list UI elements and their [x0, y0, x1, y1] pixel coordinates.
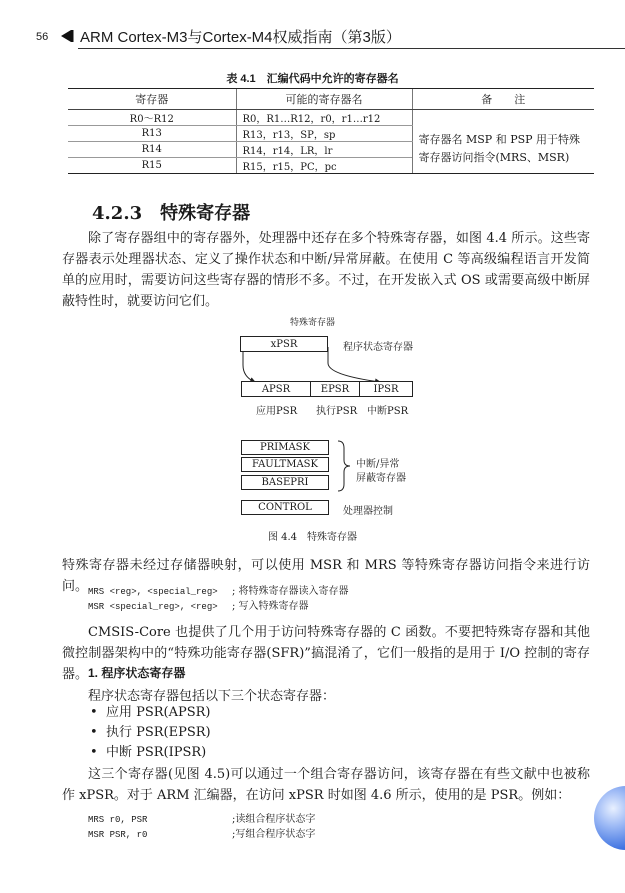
table-note: 寄存器名 MSP 和 PSP 用于特殊寄存器访问指令(MRS、MSR): [412, 126, 594, 174]
page-number: 56: [36, 31, 49, 43]
table-cell: R13，r13，SP，sp: [236, 126, 412, 142]
subsection-heading: 1. 程序状态寄存器: [88, 666, 186, 680]
code-line: MRS r0, PSR: [88, 815, 148, 825]
code-line: MSR PSR, r0: [88, 830, 148, 840]
column-header: 可能的寄存器名: [236, 89, 412, 110]
apsr-label: 应用PSR: [256, 406, 298, 417]
apsr-box: APSR: [241, 381, 311, 397]
epsr-label: 执行PSR: [316, 406, 358, 417]
table-cell: R14，r14，LR，lr: [236, 142, 412, 158]
mask-description-line1: 中断/异常: [356, 459, 400, 470]
triangle-left-icon: [60, 29, 74, 43]
section-heading: 4.2.3 特殊寄存器: [92, 203, 251, 224]
table-row: [68, 126, 594, 142]
list-item: • 执行 PSR(EPSR): [90, 725, 211, 740]
table-header-row: [68, 89, 594, 110]
table-cell: R14: [68, 142, 236, 158]
xpsr-description: 程序状态寄存器: [343, 342, 413, 353]
figure-title: 特殊寄存器: [289, 318, 335, 328]
basepri-box: BASEPRI: [241, 475, 329, 490]
table-cell: R0～R12: [68, 110, 236, 126]
table-cell: R15，r15，PC，pc: [236, 158, 412, 174]
faultmask-box: FAULTMASK: [241, 457, 329, 472]
register-name-table: [68, 88, 594, 174]
code-line: MSR <special_reg>, <reg>: [88, 602, 218, 612]
epsr-box: EPSR: [310, 381, 360, 397]
ipsr-box: IPSR: [359, 381, 413, 397]
floating-assistant-button[interactable]: [594, 786, 625, 850]
paragraph: 这三个寄存器(见图 4.5)可以通过一个组合寄存器访问，该寄存器在有些文献中也被称作 xPSR。对于 ARM 汇编器，在访问 xPSR 时如图 4.6 所示，使用的是 PSR。例如：: [62, 767, 590, 803]
column-header: 备 注: [412, 89, 594, 110]
page-header: [0, 0, 625, 50]
list-item: • 中断 PSR(IPSR): [90, 745, 207, 760]
table-cell-empty: [412, 110, 594, 126]
list-item: • 应用 PSR(APSR): [90, 705, 211, 720]
paragraph: 程序状态寄存器包括以下三个状态寄存器：: [88, 689, 336, 704]
list-item-text: 执行 PSR(EPSR): [105, 725, 211, 740]
table-cell: R15: [68, 158, 236, 174]
paragraph: 特殊寄存器未经过存储器映射，可以使用 MSR 和 MRS 等特殊寄存器访问指令来进行访问。: [62, 558, 590, 594]
table-cell: R13: [68, 126, 236, 142]
control-description: 处理器控制: [343, 506, 393, 517]
code-comment: ;读组合程序状态字: [232, 814, 316, 825]
list-item-text: 应用 PSR(APSR): [105, 705, 211, 720]
table-row: [68, 110, 594, 126]
table-cell: R0，R1…R12，r0，r1…r12: [236, 110, 412, 126]
code-comment: ; 写入特殊寄存器: [232, 601, 309, 612]
table-caption: 表 4.1 汇编代码中允许的寄存器名: [226, 73, 399, 85]
paragraph: CMSIS-Core 也提供了几个用于访问特殊寄存器的 C 函数。不要把特殊寄存器和其他微控制器架构中的“特殊功能寄存器(SFR)”搞混淆了，它们一般指的是用于 I/O 控制的寄存器。: [62, 625, 590, 682]
code-line: MRS <reg>, <special_reg>: [88, 587, 218, 597]
code-comment: ; 将特殊寄存器读入寄存器: [232, 586, 349, 597]
xpsr-box: xPSR: [240, 336, 328, 352]
code-comment: ;写组合程序状态字: [232, 829, 316, 840]
column-header: 寄存器: [68, 89, 236, 110]
book-title: ARM Cortex-M3与Cortex-M4权威指南（第3版）: [80, 29, 401, 46]
figure-caption: 图 4.4 特殊寄存器: [267, 532, 358, 543]
ipsr-label: 中断PSR: [367, 406, 409, 417]
list-item-text: 中断 PSR(IPSR): [105, 745, 207, 760]
control-box: CONTROL: [241, 500, 329, 515]
paragraph: 除了寄存器组中的寄存器外，处理器中还存在多个特殊寄存器，如图 4.4 所示。这些寄存器表示处理器状态、定义了操作状态和中断/异常屏蔽。在使用 C 等高级编程语言开发简单的应用时，需要访问这些寄存器的情形不多。不过，在开发嵌入式 OS 或需要高级中断屏蔽特性时，就要访问它们。: [62, 231, 590, 309]
mask-description-line2: 屏蔽寄存器: [356, 473, 406, 484]
primask-box: PRIMASK: [241, 440, 329, 455]
header-rule: [78, 48, 625, 49]
brace-icon: [336, 440, 352, 492]
